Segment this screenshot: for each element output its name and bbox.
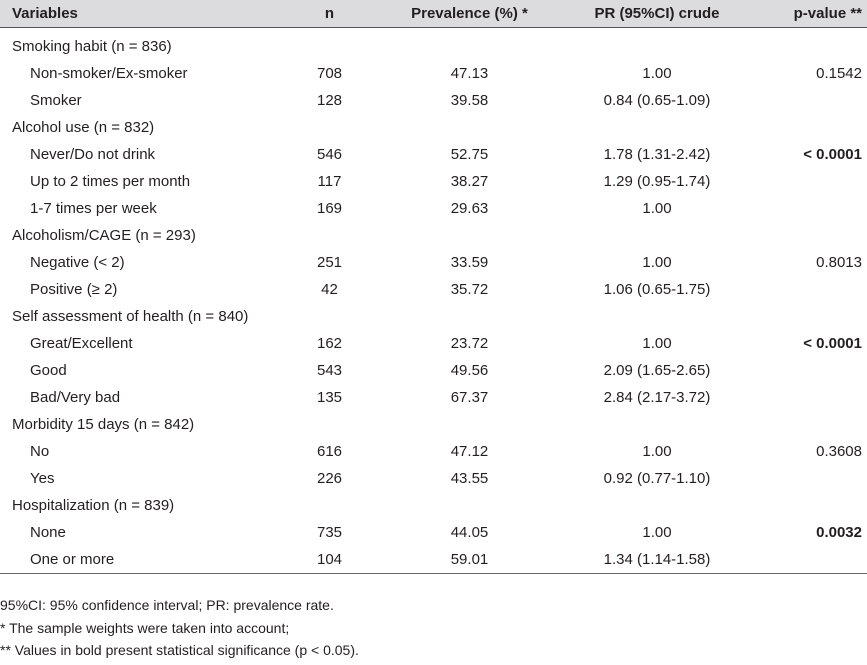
cell-pr: 1.00 [642,524,672,541]
cell-pr: 1.29 (0.95-1.74) [603,173,711,190]
table-row [0,168,867,195]
cell-prevalence: 59.01 [450,550,489,568]
cell-pvalue [757,357,867,384]
group-label: Alcoholism/CAGE (n = 293) [12,227,196,244]
row-label: Non-smoker/Ex-smoker [30,65,188,82]
group-label: Smoking habit (n = 836) [12,38,172,56]
row-label: Bad/Very bad [30,389,121,406]
cell-prevalence: 39.58 [450,92,489,109]
cell-prevalence: 49.56 [450,362,489,379]
header-prevalence: Prevalence (%) * [382,0,557,27]
cell-n: 162 [316,335,343,352]
cell-prevalence: 23.72 [450,335,489,352]
cell-pr: 0.84 (0.65-1.09) [603,92,711,109]
cell-pvalue [757,168,867,195]
group-label: Self assessment of health (n = 840) [12,308,249,325]
cell-pvalue: < 0.0001 [803,146,862,163]
table-row [0,357,867,384]
footnote-significance: ** Values in bold present statistical significance (p < 0.05). [0,642,359,658]
group-label: Hospitalization (n = 839) [12,497,175,514]
cell-n: 169 [316,200,343,217]
table-row [0,384,867,411]
group-label: Morbidity 15 days (n = 842) [12,416,195,433]
cell-prevalence: 38.27 [450,173,489,190]
table-group-row [0,222,867,249]
table-group-row [0,303,867,330]
table-group-row [0,114,867,141]
cell-prevalence: 47.13 [450,65,489,82]
cell-n: 226 [316,470,343,487]
cell-n: 543 [316,362,343,379]
cell-pvalue: < 0.0001 [803,335,862,352]
header-pvalue: p-value ** [757,0,867,27]
table-row [0,546,867,573]
cell-pvalue [757,384,867,411]
table-group-row [0,492,867,519]
row-label: Never/Do not drink [30,146,156,163]
table-row [0,276,867,303]
cell-pvalue: 0.8013 [816,254,862,271]
cell-prevalence: 33.59 [450,254,489,271]
row-label: None [30,524,66,541]
cell-prevalence: 29.63 [450,200,489,217]
cell-pr: 0.92 (0.77-1.10) [603,470,711,487]
header-variables: Variables [0,0,277,27]
cell-pr: 2.09 (1.65-2.65) [603,362,711,379]
table-row [0,249,867,276]
cell-pvalue [757,276,867,303]
cell-pvalue: 0.1542 [816,65,862,82]
cell-n: 708 [316,65,343,82]
cell-pvalue: 0.3608 [816,443,862,460]
cell-pr: 1.78 (1.31-2.42) [603,146,711,163]
cell-prevalence: 67.37 [450,389,489,406]
cell-pr: 1.00 [642,443,672,460]
cell-n: 546 [316,146,343,163]
cell-pvalue [757,87,867,114]
cell-pvalue [757,465,867,492]
table-group-row [0,411,867,438]
cell-pr: 1.00 [642,335,672,352]
cell-n: 128 [316,92,343,109]
header-n: n [277,0,382,27]
cell-pr: 1.00 [642,200,672,217]
cell-n: 616 [316,443,343,460]
footnote-abbreviations: 95%CI: 95% confidence interval; PR: prevalence rate. [0,597,334,613]
table-header-row [0,0,867,27]
cell-prevalence: 47.12 [450,443,489,460]
row-label: Great/Excellent [30,335,133,352]
cell-prevalence: 52.75 [450,146,489,163]
cell-n: 117 [317,173,342,190]
table-row [0,87,867,114]
group-label: Alcohol use (n = 832) [12,119,155,136]
cell-n: 104 [316,550,343,568]
table-row [0,330,867,357]
row-label: Positive (≥ 2) [30,281,118,298]
table-row [0,438,867,465]
cell-prevalence: 44.05 [450,524,489,541]
table-row [0,141,867,168]
cell-pvalue [757,195,867,222]
footnote-sample-weights: * The sample weights were taken into account; [0,619,290,636]
row-label: Yes [30,470,55,487]
table-row [0,60,867,87]
row-label: Smoker [30,92,82,109]
cell-pr: 1.06 (0.65-1.75) [603,281,711,298]
cell-pr: 1.00 [642,65,672,82]
table-group-row [0,27,867,60]
table-row [0,195,867,222]
row-label: No [30,443,50,460]
cell-n: 135 [316,389,343,406]
header-pr: PR (95%CI) crude [557,0,757,27]
cell-pvalue [757,546,867,573]
cell-pvalue: 0.0032 [816,524,862,541]
table-body [0,27,867,573]
row-label: One or more [30,550,115,568]
cell-n: 735 [316,524,343,541]
row-label: Negative (< 2) [30,254,125,271]
cell-n: 251 [316,254,343,271]
cell-prevalence: 43.55 [450,470,489,487]
cell-pr: 2.84 (2.17-3.72) [603,389,711,406]
footnotes [0,594,850,662]
cell-pr: 1.34 (1.14-1.58) [603,550,711,568]
cell-n: 42 [321,281,338,298]
cell-prevalence: 35.72 [450,281,489,298]
table-row [0,519,867,546]
row-label: Up to 2 times per month [30,173,191,190]
row-label: 1-7 times per week [30,200,157,217]
row-label: Good [30,362,67,379]
table-row [0,465,867,492]
cell-pr: 1.00 [642,254,672,271]
